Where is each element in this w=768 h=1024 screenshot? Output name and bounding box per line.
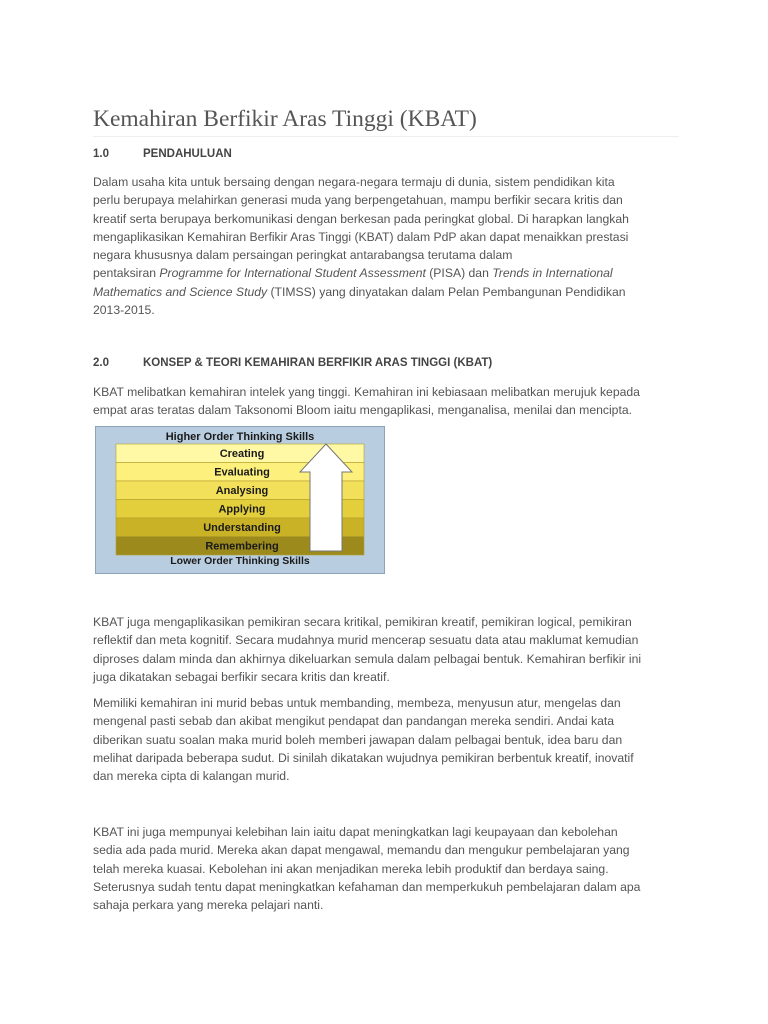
text-line: Seterusnya sudah tentu dapat meningkatkan kefahaman dan memperkukuh pembelajaran dalam apa — [93, 879, 641, 894]
text-line: juga dikatakan sebagai berfikir secara kritis dan kreatif. — [93, 669, 390, 684]
taxonomy-level-label: Remembering — [205, 540, 279, 553]
text-line: mengenal pasti sebab dan akibat mengikut pendapat dan pandangan mereka sendiri. Andai kata — [93, 714, 615, 729]
text-line: dan mereka cipta di kalangan murid. — [93, 769, 290, 784]
text-line: diproses dalam minda dan akhirnya dikeluarkan semula dalam pelbagai bentuk. Kemahiran berfikir ini — [93, 651, 642, 666]
section-1-heading — [93, 148, 232, 160]
text-line: mengaplikasikan Kemahiran Berfikir Aras Tinggi (KBAT) dalam PdP akan dapat menaikkan prestasi — [93, 229, 629, 244]
text-line: KBAT melibatkan kemahiran intelek yang tinggi. Kemahiran ini kebiasaan melibatkan merujuk kepada — [93, 385, 640, 399]
text-line: empat aras teratas dalam Taksonomi Bloom iaitu mengaplikasi, menganalisa, menilai dan mencipta. — [93, 403, 633, 418]
taxonomy-level-label: Creating — [219, 448, 265, 460]
section-1-number: 1.0 — [93, 148, 109, 160]
text-fragment: pentaksiran — [93, 266, 160, 281]
section-2-number: 2.0 — [93, 357, 109, 369]
taxonomy-level-label: Understanding — [203, 522, 281, 534]
intro-paragraph — [93, 173, 663, 319]
text-fragment: (TIMSS) yang dinyatakan dalam Pelan Pembangunan Pendidikan — [267, 284, 626, 299]
taxonomy-level-label: Evaluating — [214, 466, 270, 479]
text-line: KBAT ini juga mempunyai kelebihan lain iaitu dapat meningkatkan lagi keupayaan dan kebolehan — [93, 825, 618, 839]
taxonomy-level-label: Applying — [218, 503, 266, 516]
text-line: Dalam usaha kita untuk bersaing dengan negara-negara termaju di dunia, sistem pendidikan kita — [93, 175, 615, 189]
text-line: diberikan suatu soalan maka murid boleh memberi jawapan dalam pelbagai bentuk, idea baru dan — [93, 732, 623, 747]
blooms-taxonomy-diagram — [95, 426, 385, 574]
section-2-title: KONSEP & TEORI KEMAHIRAN BERFIKIR ARAS TINGGI (KBAT) — [143, 357, 493, 369]
text-line — [93, 283, 663, 301]
text-line: negara khususnya dalam persaingan peringkat antarabangsa terutama dalam — [93, 248, 513, 263]
lower-order-label: Lower Order Thinking Skills — [170, 555, 310, 567]
text-fragment: (PISA) dan — [425, 266, 493, 281]
page-title: Kemahiran Berfikir Aras Tinggi (KBAT) — [93, 106, 679, 137]
text-line: telah mereka kuasai. Kebolehan ini akan menjadikan mereka lebih produktif dan berdaya saing. — [93, 861, 609, 876]
pisa-title: Programme for International Student Assessment — [159, 266, 426, 281]
text-line: KBAT juga mengaplikasikan pemikiran secara kritikal, pemikiran kreatif, pemikiran logical, pemikiran — [93, 615, 632, 629]
paragraph-3 — [93, 613, 663, 686]
timss-title-part1: Trends in International — [492, 266, 613, 281]
higher-order-label: Higher Order Thinking Skills — [165, 431, 315, 443]
taxonomy-level-label: Analysing — [215, 485, 269, 497]
paragraph-4 — [93, 694, 663, 785]
timss-title-part2: Mathematics and Science Study — [93, 284, 268, 299]
text-line: sedia ada pada murid. Mereka akan dapat mengawal, memandu dan mengukur pembelajaran yang — [93, 843, 630, 858]
concept-paragraph — [93, 383, 663, 420]
section-1-title: PENDAHULUAN — [143, 148, 232, 160]
text-line: melihat daripada beberapa sudut. Di sinilah dikatakan wujudnya pemikiran berbentuk kreatif, inovatif — [93, 750, 634, 765]
text-line — [93, 264, 663, 282]
text-line: Memiliki kemahiran ini murid bebas untuk membanding, membeza, menyusun atur, mengelas dan — [93, 696, 621, 710]
text-line: kreatif serta berupaya berkomunikasi dengan berkesan pada peringkat global. Di harapkan langkah — [93, 211, 629, 226]
section-2-heading — [93, 357, 492, 369]
text-line: perlu berupaya melahirkan generasi muda yang berpengetahuan, mampu berfikir secara kritis dan — [93, 193, 623, 208]
text-line: reflektif dan meta kognitif. Secara mudahnya murid mencerap sesuatu data atau maklumat kemudian — [93, 633, 639, 648]
paragraph-5 — [93, 823, 663, 914]
text-line: 2013-2015. — [93, 303, 155, 318]
text-line: sahaja perkara yang mereka pelajari nanti. — [93, 898, 324, 913]
